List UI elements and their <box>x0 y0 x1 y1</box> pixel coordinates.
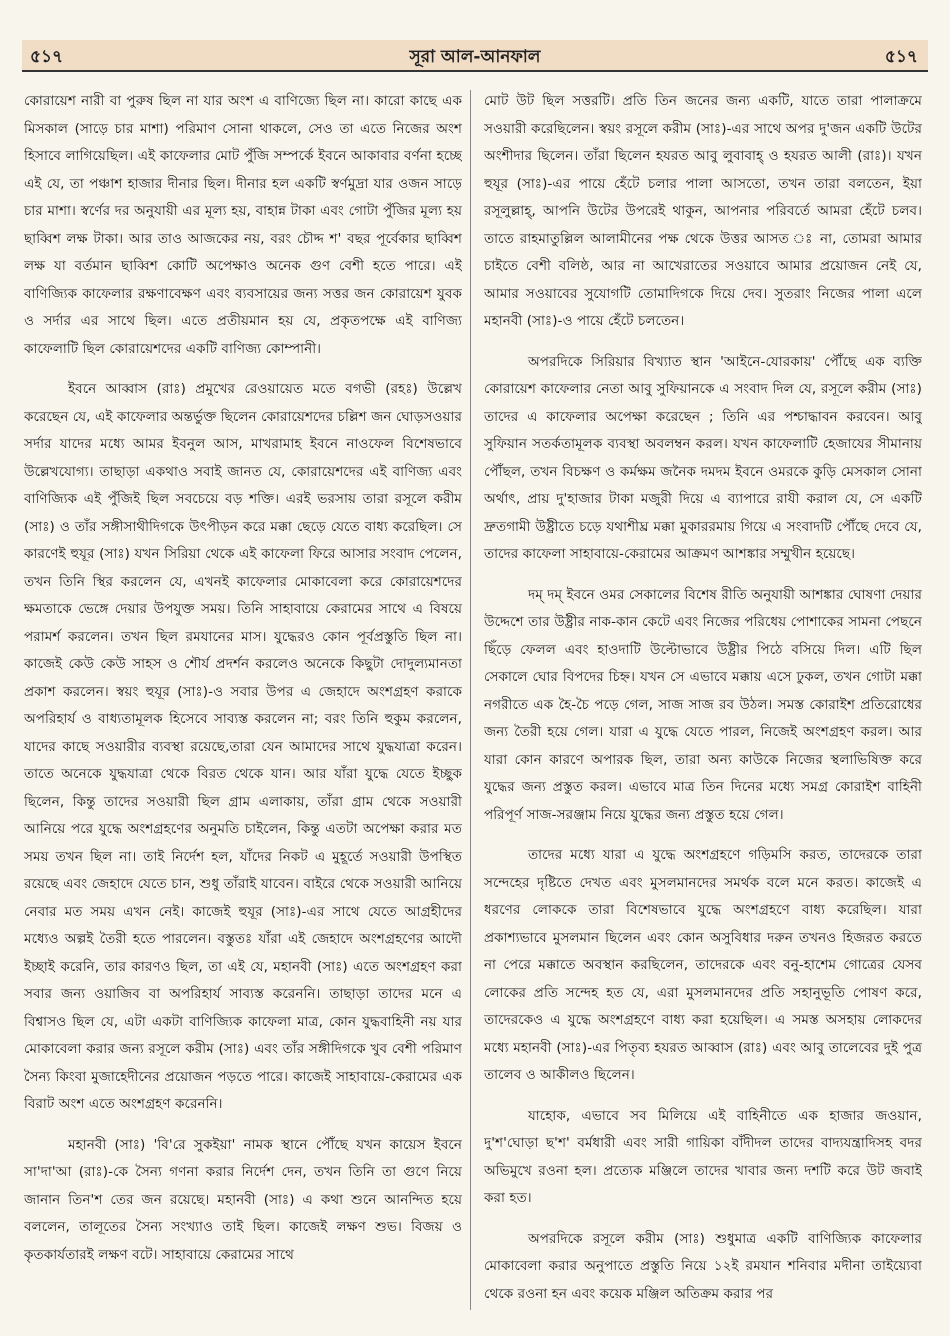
surah-title: সূরা আল-আনফাল <box>409 47 541 67</box>
paragraph: কোরায়েশ নারী বা পুরুষ ছিল না যার অংশ এ বাণিজ্যে ছিল না। কারো কাছে এক মিসকাল (সাড়ে চার মাশা) পরিমাণ সোনা থাকলে, সেও তা এতে নিজের অংশ হিসাবে লাগিয়েছিল। এই কাফেলার মোট পুঁজি সম্পর্কে ইবনে আকাবার বর্ণনা হচ্ছে এই যে, তা পঞ্চাশ হাজার দীনার ছিল। দীনার হল একটি স্বর্ণমুদ্রা যার ওজন সাড়ে চার মাশা। স্বর্ণের দর অনুযায়ী এর মূল্য হয়, বাহান্ন টাকা এবং গোটা পুঁজির মূল্য হয় ছাব্বিশ লক্ষ টাকা। আর তাও আজকের নয়, বরং চৌদ্দ শ' বছর পূর্বেকার ছাব্বিশ লক্ষ যা বর্তমান ছাব্বিশ কোটি অপেক্ষাও অনেক গুণ বেশী হতে পারে। এই বাণিজ্যিক কাফেলার রক্ষণাবেক্ষণ এবং ব্যবসায়ের জন্য সত্তর জন কোরায়েশ যুবক ও সর্দার এর সাথে ছিল। এতে প্রতীয়মান হয় যে, প্রকৃতপক্ষে এই বাণিজ্য কাফেলাটি ছিল কোরায়েশদের একটি বাণিজ্য কোম্পানী। <box>24 93 462 357</box>
page-number-left: ৫১৭ <box>30 47 64 67</box>
page-number-right: ৫১৭ <box>884 47 918 67</box>
paragraph: মহানবী (সাঃ) 'বি'রে সুকইয়া' নামক স্থানে পৌঁছে যখন কায়েস ইবনে সা'দা'আ (রাঃ)-কে সৈন্য গণনা করার নির্দেশ দেন, তখন তিনি তা গুণে নিয়ে জানান তিন'শ তের জন রয়েছে। মহানবী (সাঃ) এ কথা শুনে আনন্দিত হয়ে বললেন, তালূতের সৈন্য সংখ্যাও তাই ছিল। কাজেই লক্ষণ শুভ। বিজয় ও কৃতকার্যতারই লক্ষণ বটে। সাহাবায়ে কেরামের সাথে <box>24 1136 462 1263</box>
paragraph: ইবনে আব্বাস (রাঃ) প্রমুখের রেওয়ায়েত মতে বগভী (রহঃ) উল্লেখ করেছেন যে, এই কাফেলার অন্তর্ভুক্ত ছিলেন কোরায়েশদের চল্লিশ জন ঘোড়সওয়ার সর্দার যাদের মধ্যে আমর ইবনুল আস, মাখরামাহ ইবনে নাওফেল বিশেষভাবে উল্লেখযোগ্য। তাছাড়া একথাও সবাই জানত যে, কোরায়েশদের এই বাণিজ্য এবং বাণিজ্যিক এই পুঁজিই ছিল সবচেয়ে বড় শক্তি। এরই ভরসায় তারা রসূলে করীম (সাঃ) ও তাঁর সঙ্গীসাথীদিগকে উৎপীড়ন করে মক্কা ছেড়ে যেতে বাধ্য করেছিল। সে কারণেই হুযূর (সাঃ) যখন সিরিয়া থেকে এই কাফেলা ফিরে আসার সংবাদ পেলেন, তখন তিনি স্থির করলেন যে, এখনই কাফেলার মোকাবেলা করে কোরায়েশদের ক্ষমতাকে ভেঙ্গে দেয়ার উপযুক্ত সময়। তিনি সাহাবায়ে কেরামের সাথে এ বিষয়ে পরামর্শ করলেন। তখন ছিল রমযানের মাস। যুদ্ধেরও কোন পূর্বপ্রস্তুতি ছিল না। কাজেই কেউ কেউ সাহস ও শৌর্য প্রদর্শন করলেও অনেকে কিছুটা দোদুল্যমানতা প্রকাশ করলেন। স্বয়ং হুযূর (সাঃ)-ও সবার উপর এ জেহাদে অংশগ্রহণ করাকে অপরিহার্য ও বাধ্যতামূলক হিসেবে সাব্যস্ত করলেন না; বরং তিনি হুকুম করলেন, যাদের কাছে সওয়ারীর ব্যবস্থা রয়েছে,তারা যেন আমাদের সাথে যুদ্ধযাত্রা করেন। তাতে অনেকে যুদ্ধযাত্রা থেকে বিরত থেকে যান। আর যাঁরা যুদ্ধে যেতে ইচ্ছুক ছিলেন, কিন্তু তাদের সওয়ারী ছিল গ্রাম এলাকায়, তাঁরা গ্রাম থেকে সওয়ারী আনিয়ে পরে যুদ্ধে অংশগ্রহণের অনুমতি চাইলেন, কিন্তু এতটা অপেক্ষা করার মত সময় তখন ছিল না। তাই নির্দেশ হল, যাঁদের নিকট এ মুহূর্তে সওয়ারী উপস্থিত রয়েছে এবং জেহাদে যেতে চান, শুধু তাঁরাই যাবেন। বাইরে থেকে সওয়ারী আনিয়ে নেবার মত সময় এখন নেই। কাজেই হুযূর (সাঃ)-এর সাথে যেতে আগ্রহীদের মধ্যেও অল্পই তৈরী হতে পারলেন। বস্তুতঃ যাঁরা এই জেহাদে অংশগ্রহণের আদৌ ইচ্ছাই করেনি, তার কারণও ছিল, তা এই যে, মহানবী (সাঃ) এতে অংশগ্রহণ করা সবার জন্য ওয়াজিব বা অপরিহার্য সাব্যস্ত করেননি। তাছাড়া তাদের মনে এ বিশ্বাসও ছিল যে, এটা একটা বাণিজ্যিক কাফেলা মাত্র, কোন যুদ্ধবাহিনী নয় যার মোকাবেলা করার জন্য রসূলে করীম (সাঃ) এবং তাঁর সঙ্গীদিগকে খুব বেশী পরিমাণ সৈন্য কিংবা মুজাহেদীনের প্রয়োজন পড়তে পারে। কাজেই সাহাবায়ে-কেরামের এক বিরাট অংশ এতে অংশগ্রহণ করেননি। <box>24 381 462 1112</box>
column-divider <box>470 90 471 1310</box>
paragraph: মোট উট ছিল সত্তরটি। প্রতি তিন জনের জন্য একটি, যাতে তারা পালাক্রমে সওয়ারী করেছিলেন। স্বয়ং রসূলে করীম (সাঃ)-এর সাথে অপর দু'জন একটি উটের অংশীদার ছিলেন। তাঁরা ছিলেন হযরত আবু লুবাবাহ্ ও হযরত আলী (রাঃ)। যখন হুযূর (সাঃ)-এর পায়ে হেঁটে চলার পালা আসতো, তখন তারা বলতেন, ইয়া রসূলুল্লাহ্, আপনি উটের উপরেই থাকুন, আপনার পরিবর্তে আমরা হেঁটে চলব। তাতে রাহমাতুল্লিল আলামীনের পক্ষ থেকে উত্তর আসত ঃ না, তোমরা আমার চাইতে বেশী বলিষ্ঠ, আর না আখেরাতের সওয়াবে আমার প্রয়োজন নেই যে, আমার সওয়াবের সুযোগটি তোমাদিগকে দিয়ে দেব। সুতরাং নিজের পালা এলে মহানবী (সাঃ)-ও পায়ে হেঁটে চলতেন। <box>484 93 922 329</box>
paragraph: অপরদিকে রসূলে করীম (সাঃ) শুধুমাত্র একটি বাণিজ্যিক কাফেলার মোকাবেলা করার অনুপাতে প্রস্তুতি নিয়ে ১২ই রমযান শনিবার মদীনা তাইয়্যেবা থেকে রওনা হন এবং কয়েক মঞ্জিল অতিক্রম করার পর <box>484 1230 922 1302</box>
paragraph: তাদের মধ্যে যারা এ যুদ্ধে অংশগ্রহণে গড়িমসি করত, তাদেরকে তারা সন্দেহের দৃষ্টিতে দেখত এবং মুসলমানদের সমর্থক বলে মনে করত। কাজেই এ ধরণের লোককে তারা বিশেষভাবে যুদ্ধে অংশগ্রহণে বাধ্য করেছিল। যারা প্রকাশ্যভাবে মুসলমান ছিলেন এবং কোন অসুবিধার দরুন তখনও হিজরত করতে না পেরে মক্কাতে অবস্থান করছিলেন, তাদেরকে এবং বনু-হাশেম গোত্রের যেসব লোকের প্রতি সন্দেহ হত যে, এরা মুসলমানদের প্রতি সহানুভূতি পোষণ করে, তাদেরকেও এ যুদ্ধে অংশগ্রহণে বাধ্য করা হয়েছিল। এ সমস্ত অসহায় লোকদের মধ্যে মহানবী (সাঃ)-এর পিতৃব্য হযরত আব্বাস (রাঃ) এবং আবু তালেবের দুই পুত্র তালেব ও আকীলও ছিলেন। <box>484 847 922 1083</box>
right-column <box>484 88 922 1313</box>
paragraph: দম্ দম্ ইবনে ওমর সেকালের বিশেষ রীতি অনুযায়ী আশঙ্কার ঘোষণা দেয়ার উদ্দেশে তার উষ্ট্রীর নাক-কান কেটে এবং নিজের পরিধেয় পোশাকের সামনা পেছনে ছিঁড়ে ফেলল এবং হাওদাটি উল্টোভাবে উষ্ট্রীর পিঠে বসিয়ে দিল। এটি ছিল সেকালে ঘোর বিপদের চিহ্ন। যখন সে এভাবে মক্কায় এসে ঢুকল, তখন গোটা মক্কা নগরীতে এক হৈ-চৈ পড়ে গেল, সাজ সাজ রব উঠল। সমস্ত কোরাইশ প্রতিরোধের জন্য তৈরী হয়ে গেল। যারা এ যুদ্ধে যেতে পারল, নিজেই অংশগ্রহণ করল। আর যারা কোন কারণে অপারক ছিল, তারা অন্য কাউকে নিজের স্থলাভিষিক্ত করে যুদ্ধের জন্য প্রস্তুত করল। এভাবে মাত্র তিন দিনের মধ্যে সমগ্র কোরাইশ বাহিনী পরিপূর্ণ সাজ-সরঞ্জাম নিয়ে যুদ্ধের জন্য প্রস্তুত হয়ে গেল। <box>484 586 922 823</box>
paragraph: যাহোক, এভাবে সব মিলিয়ে এই বাহিনীতে এক হাজার জওয়ান, দু'শ'ঘোড়া ছ'শ' বর্মধারী এবং সারী গায়িকা বাঁদীদল তাদের বাদ্যযন্ত্রাদিসহ বদর অভিমুখে রওনা হল। প্রত্যেক মঞ্জিলে তাদের খাবার জন্য দশটি করে উট জবাই করা হত। <box>484 1107 922 1206</box>
left-column <box>24 88 462 1313</box>
paragraph: অপরদিকে সিরিয়ার বিখ্যাত স্থান 'আইনে-যোরকায়' পৌঁছে এক ব্যক্তি কোরায়েশ কাফেলার নেতা আবু সুফিয়ানকে এ সংবাদ দিল যে, রসূলে করীম (সাঃ) তাদের এ কাফেলার অপেক্ষা করেছেন ; তিনি এর পশ্চাদ্ধাবন করবেন। আবু সুফিয়ান সতর্কতামূলক ব্যবস্থা অবলম্বন করল। যখন কাফেলাটি হেজাযের সীমানায় পৌঁছল, তখন বিচক্ষণ ও কর্মক্ষম জনৈক দমদম ইবনে ওমরকে কুড়ি মেসকাল সোনা অর্থাৎ, প্রায় দু'হাজার টাকা মজুরী দিয়ে এ ব্যাপারে রাযী করাল যে, সে একটি দ্রুতগামী উষ্ট্রীতে চড়ে যথাশীঘ্র মক্কা মুকাররমায় গিয়ে এ সংবাদটি পৌঁছে দেবে যে, তাদের কাফেলা সাহাবায়ে-কেরামের আক্রমণ আশঙ্কার সম্মুখীন হয়েছে। <box>484 353 922 562</box>
